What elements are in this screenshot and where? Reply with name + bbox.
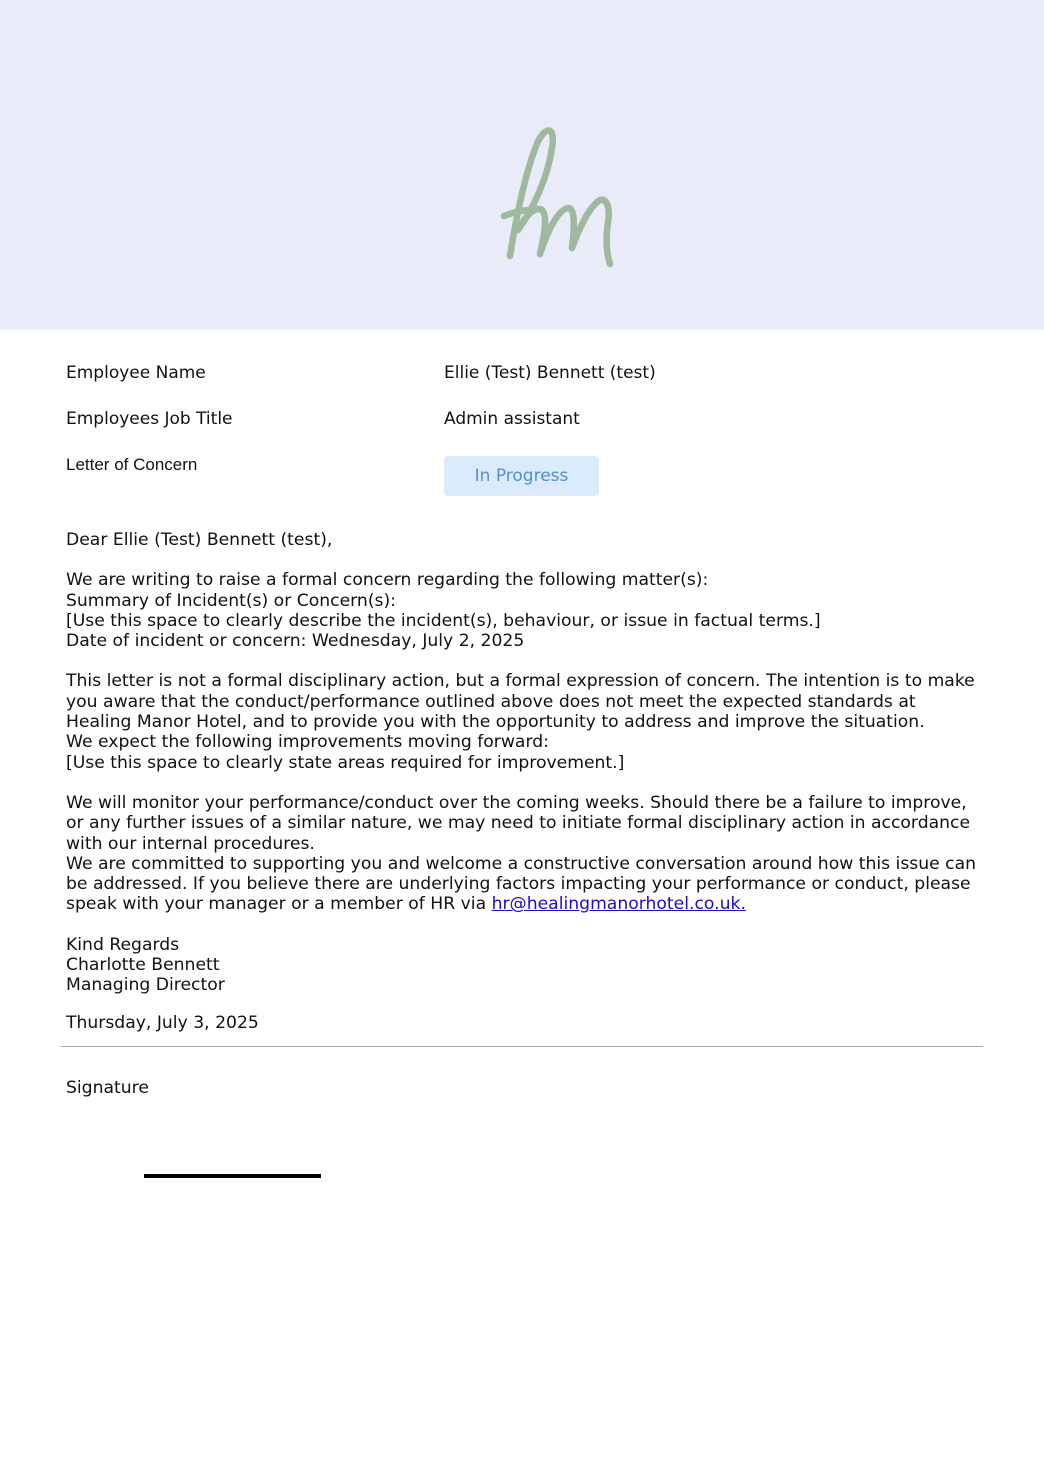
employee-name-value: Ellie (Test) Bennett (test) [444, 363, 656, 383]
signature-label: Signature [66, 1078, 149, 1098]
signature-line [144, 1174, 321, 1178]
improvements-heading: We expect the following improvements moving forward: [66, 732, 549, 753]
letter-greeting [66, 530, 978, 550]
concern-explanation: This letter is not a formal disciplinary action, but a formal expression of concern. The intention is to make you aware that the conduct/performance outlined above does not meet the expected standards at Healing Manor Hotel, and to provide you with the opportunity to address and improve the situation. [66, 671, 975, 733]
job-title-value: Admin assistant [444, 409, 580, 429]
letter-type-label: Letter of Concern [66, 455, 198, 474]
hr-email-link[interactable]: hr@healingmanorhotel.co.uk. [491, 894, 746, 915]
support-statement [66, 854, 978, 915]
incident-date: Date of incident or concern: Wednesday, July 2, 2025 [66, 631, 525, 652]
letter-paragraph-1 [66, 570, 978, 651]
letter-paragraph-2 [66, 671, 978, 772]
greeting-text: Dear Ellie (Test) Bennett (test), [66, 530, 333, 550]
employee-name-row [66, 363, 986, 393]
concern-intro: We are writing to raise a formal concern regarding the following matter(s): [66, 570, 709, 591]
sender-name: Charlotte Bennett [66, 955, 220, 976]
incident-placeholder: [Use this space to clearly describe the incident(s), behaviour, or issue in factual terms.] [66, 610, 821, 631]
sender-title: Managing Director [66, 975, 225, 996]
divider [61, 1046, 983, 1047]
job-title-row [66, 409, 986, 439]
job-title-label: Employees Job Title [66, 409, 233, 429]
support-text: We are committed to supporting you and welcome a constructive conversation around how this issue can be addressed. If you believe there are underlying factors impacting your performance or conduct, please speak with your manager or a member of HR via [66, 853, 977, 915]
letter-body [66, 530, 978, 1016]
letter-signoff [66, 935, 978, 996]
letter-paragraph-3 [66, 793, 978, 915]
employee-name-label: Employee Name [66, 363, 206, 383]
improvements-placeholder: [Use this space to clearly state areas required for improvement.] [66, 752, 625, 773]
closing-text: Kind Regards [66, 934, 180, 955]
status-badge: In Progress [444, 456, 599, 496]
monitoring-statement: We will monitor your performance/conduct over the coming weeks. Should there be a failure to improve, or any further issues of a similar nature, we may need to initiate formal disciplinary action in accordance with our internal procedures. [66, 792, 971, 854]
summary-heading: Summary of Incident(s) or Concern(s): [66, 590, 396, 611]
letter-date: Thursday, July 3, 2025 [66, 1013, 259, 1033]
hm-script-logo-icon [494, 118, 628, 274]
header-band [0, 0, 1044, 330]
